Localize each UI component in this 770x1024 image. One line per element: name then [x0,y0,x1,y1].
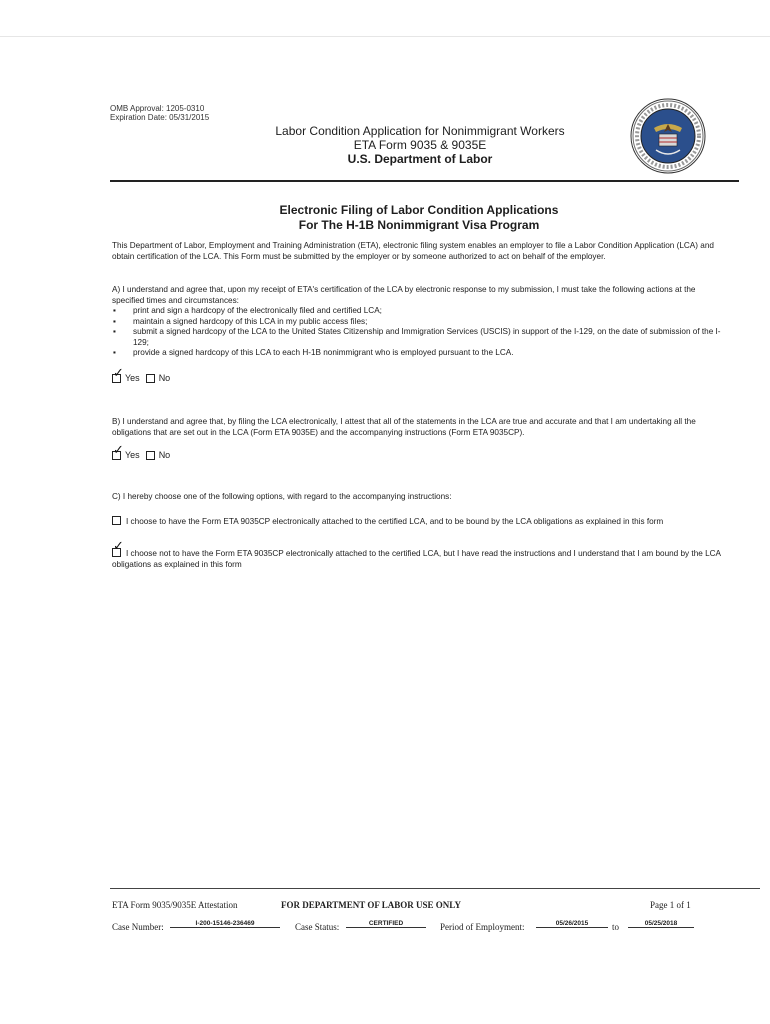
section-title-line1: Electronic Filing of Labor Condition Applications [279,203,559,217]
yes-label: Yes [125,450,140,460]
footer-dol-only: FOR DEPARTMENT OF LABOR USE ONLY [281,900,461,910]
expiration-date: Expiration Date: 05/31/2015 [110,113,210,122]
option-1-text: I choose to have the Form ETA 9035CP electronically attached to the certified LCA, and to be bound by the LCA obligations as explained in this form [126,517,664,526]
list-item: ▪ maintain a signed hardcopy of this LCA in my public access files; [113,316,368,326]
period-end-value: 05/25/2018 [628,920,694,928]
option-2-checkbox[interactable] [112,548,121,557]
section-c-text: C) I hereby choose one of the following options, with regard to the accompanying instructions: [112,492,452,501]
footer-page-number: Page 1 of 1 [650,900,691,910]
section-b-answer [112,449,176,461]
bullet-text: print and sign a hardcopy of the electronically filed and certified LCA; [133,306,382,315]
period-start-value: 05/26/2015 [536,920,608,928]
case-status-label: Case Status: [295,922,340,932]
section-b-yes-checkbox[interactable] [112,451,121,460]
section-b-text: B) I understand and agree that, by filing the LCA electronically, I attest that all of the statements in the LCA are true and accurate and that I am undertaking all the obligations that are set out in the LCA (Form ETA 9035E) and the accompanying instructions (Form ETA 9035CP). [112,417,696,437]
footer-divider [110,888,760,889]
list-item: ▪ print and sign a hardcopy of the electronically filed and certified LCA; [113,306,382,315]
section-c-option-1 [112,516,727,528]
period-label: Period of Employment: [440,922,525,932]
form-title: Labor Condition Application for Nonimmigrant Workers [275,124,565,138]
section-a-answer [112,372,176,384]
section-title-line2: For The H-1B Nonimmigrant Visa Program [298,218,540,232]
omb-approval: OMB Approval: 1205-0310 [110,104,205,113]
list-item: ▪ provide a signed hardcopy of this LCA to each H-1B nonimmigrant who is employed pursuant to the LCA. [113,348,514,357]
yes-label: Yes [125,373,140,383]
form-number: ETA Form 9035 & 9035E [353,138,487,152]
department-name: U.S. Department of Labor [347,152,493,166]
bullet-text: provide a signed hardcopy of this LCA to each H-1B nonimmigrant who is employed pursuant to the LCA. [133,348,514,357]
no-label: No [158,373,171,383]
list-item: ▪ submit a signed hardcopy of the LCA to the United States Citizenship and Immigration Services (USCIS) in support of the I-129, on the date of submission of the I-129; [113,327,721,347]
to-label: to [612,922,620,932]
scan-edge-line [0,36,770,37]
section-a-text: A) I understand and agree that, upon my receipt of ETA's certification of the LCA by electronic response to my submission, I must take the following actions at the specified times and circumstances: [112,285,696,305]
option-1-checkbox[interactable] [112,516,121,525]
department-of-labor-seal-icon [630,98,706,174]
bullet-text: maintain a signed hardcopy of this LCA in my public access files; [133,316,368,326]
case-number-value: I-200-15146-236469 [170,920,280,928]
footer-form-label: ETA Form 9035/9035E Attestation [112,900,238,910]
omb-block [110,104,209,122]
form-header [250,124,590,166]
section-b-no-checkbox[interactable] [146,451,155,460]
intro-paragraph: This Department of Labor, Employment and Training Administration (ETA), electronic filing system enables an employer to file a Labor Condition Application (LCA) and obtain certification of the LCA. This Form must be submitted by the employer or by someone authorized to act on behalf of the employer. [112,241,714,261]
section-c-option-2 [112,548,727,570]
case-status-value: CERTIFIED [346,920,426,928]
header-divider [110,180,739,182]
option-2-text: I choose not to have the Form ETA 9035CP electronically attached to the certified LCA, but I have read the instructions and I understand that I am bound by the LCA obligations as explained in this form [112,549,721,569]
section-title [200,203,638,233]
case-number-label: Case Number: [112,922,164,932]
bullet-text: submit a signed hardcopy of the LCA to the United States Citizenship and Immigration Services (USCIS) in support of the I-129, on the date of submission of the I-129; [133,327,721,347]
no-label: No [158,450,171,460]
section-a-yes-checkbox[interactable] [112,374,121,383]
section-a-bullets [112,306,727,359]
section-a-no-checkbox[interactable] [146,374,155,383]
